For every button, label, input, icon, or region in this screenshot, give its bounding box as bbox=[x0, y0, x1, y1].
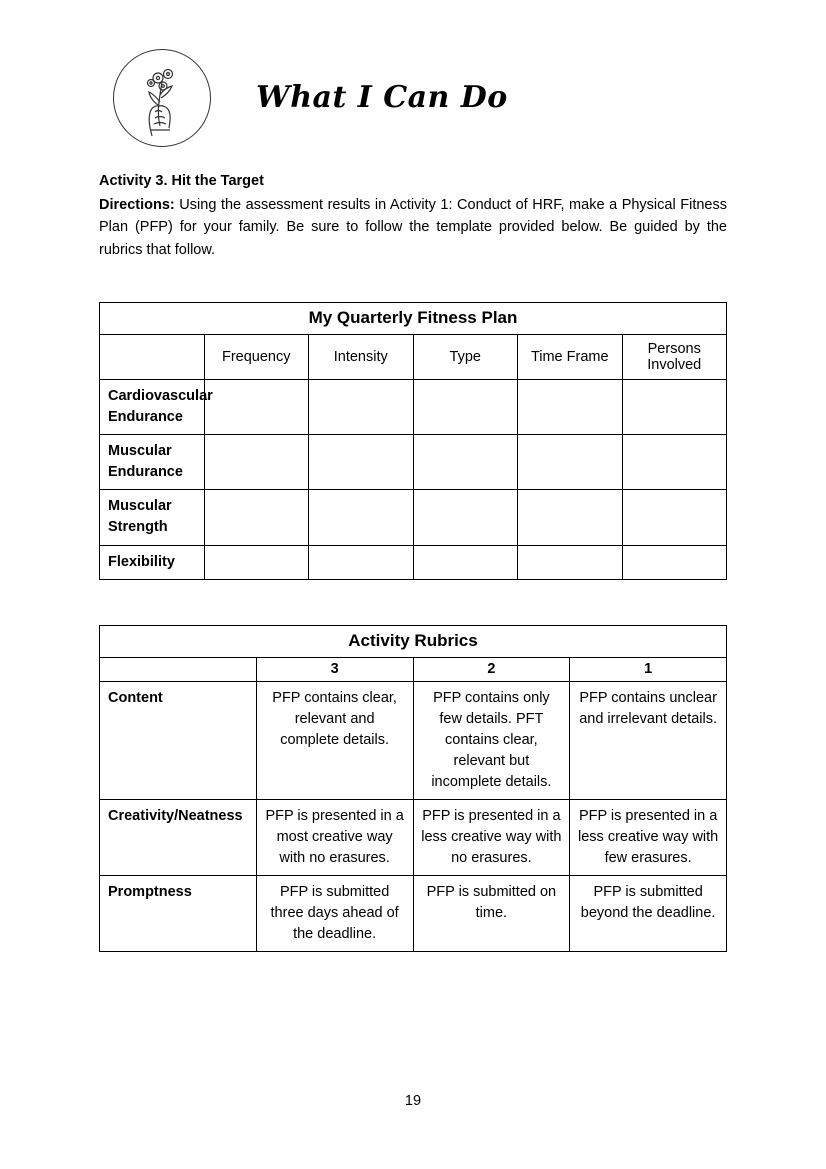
fitness-cell-cardio-time-frame[interactable] bbox=[518, 380, 623, 435]
page-number: 19 bbox=[404, 1093, 422, 1109]
rubrics-col-1: 1 bbox=[570, 657, 727, 681]
rubrics-creativity-level-1: PFP is presented in a less creative way with few erasures. bbox=[570, 799, 727, 875]
directions-text: Using the assessment results in Activity 1: Conduct of HRF, make a Physical Fitness Plan (PFP) for your family. Be sure to follow the template provided below. Be guided by the rubrics that follow. bbox=[99, 197, 727, 258]
rubrics-content-level-3: PFP contains clear, relevant and complete details. bbox=[256, 681, 413, 799]
rubrics-creativity-level-3: PFP is presented in a most creative way with no erasures. bbox=[256, 799, 413, 875]
rubrics-criterion-creativity-neatness: Creativity/Neatness bbox=[100, 799, 257, 875]
fitness-row-label-muscular-endurance: Muscular Endurance bbox=[100, 435, 205, 490]
fitness-col-type: Type bbox=[413, 335, 518, 380]
fitness-cell-musc-end-type[interactable] bbox=[413, 435, 518, 490]
fitness-cell-cardio-intensity[interactable] bbox=[309, 380, 414, 435]
fitness-cell-flex-intensity[interactable] bbox=[309, 545, 414, 579]
fitness-cell-musc-str-intensity[interactable] bbox=[309, 490, 414, 545]
fitness-cell-musc-end-persons[interactable] bbox=[622, 435, 727, 490]
activity-rubrics-table bbox=[99, 625, 727, 952]
fitness-row-label-flexibility: Flexibility bbox=[100, 545, 205, 579]
rubrics-promptness-level-1: PFP is submitted beyond the deadline. bbox=[570, 875, 727, 951]
fitness-cell-flex-frequency[interactable] bbox=[204, 545, 309, 579]
rubrics-criterion-content: Content bbox=[100, 681, 257, 799]
directions-paragraph bbox=[99, 194, 727, 261]
rubrics-col-3: 3 bbox=[256, 657, 413, 681]
directions-label: Directions: bbox=[99, 197, 175, 213]
fitness-plan-table bbox=[99, 302, 727, 579]
rubrics-content-level-1: PFP contains unclear and irrelevant details. bbox=[570, 681, 727, 799]
table-row bbox=[100, 799, 727, 875]
table-row bbox=[100, 490, 727, 545]
fitness-col-blank bbox=[100, 335, 205, 380]
fitness-col-intensity: Intensity bbox=[309, 335, 414, 380]
fitness-row-label-muscular-strength: Muscular Strength bbox=[100, 490, 205, 545]
fitness-cell-flex-time-frame[interactable] bbox=[518, 545, 623, 579]
fitness-cell-musc-end-time-frame[interactable] bbox=[518, 435, 623, 490]
fitness-cell-musc-str-type[interactable] bbox=[413, 490, 518, 545]
table-row bbox=[100, 545, 727, 579]
table-row bbox=[100, 681, 727, 799]
table-row bbox=[100, 875, 727, 951]
fitness-cell-musc-str-persons[interactable] bbox=[622, 490, 727, 545]
hand-holding-flowers-circle-icon bbox=[113, 49, 211, 147]
rubrics-promptness-level-2: PFP is submitted on time. bbox=[413, 875, 570, 951]
fitness-cell-cardio-frequency[interactable] bbox=[204, 380, 309, 435]
fitness-cell-flex-type[interactable] bbox=[413, 545, 518, 579]
rubrics-criterion-promptness: Promptness bbox=[100, 875, 257, 951]
fitness-cell-musc-end-frequency[interactable] bbox=[204, 435, 309, 490]
fitness-cell-musc-str-frequency[interactable] bbox=[204, 490, 309, 545]
rubrics-creativity-level-2: PFP is presented in a less creative way with no erasures. bbox=[413, 799, 570, 875]
table-header-row bbox=[100, 657, 727, 681]
rubrics-col-2: 2 bbox=[413, 657, 570, 681]
fitness-cell-cardio-persons[interactable] bbox=[622, 380, 727, 435]
section-header bbox=[99, 0, 727, 115]
table-row bbox=[100, 380, 727, 435]
activity-title: Activity 3. Hit the Target bbox=[99, 173, 264, 189]
table-title-row bbox=[100, 625, 727, 657]
table-row bbox=[100, 435, 727, 490]
fitness-cell-flex-persons[interactable] bbox=[622, 545, 727, 579]
fitness-col-frequency: Frequency bbox=[204, 335, 309, 380]
table-header-row bbox=[100, 335, 727, 380]
rubrics-content-level-2: PFP contains only few details. PFT contains clear, relevant but incomplete details. bbox=[413, 681, 570, 799]
fitness-col-time-frame: Time Frame bbox=[518, 335, 623, 380]
fitness-row-label-cardiovascular-endurance: Cardiovascular Endurance bbox=[100, 380, 205, 435]
fitness-cell-musc-end-intensity[interactable] bbox=[309, 435, 414, 490]
rubrics-promptness-level-3: PFP is submitted three days ahead of the deadline. bbox=[256, 875, 413, 951]
fitness-cell-musc-str-time-frame[interactable] bbox=[518, 490, 623, 545]
rubrics-title: Activity Rubrics bbox=[100, 625, 727, 657]
fitness-cell-cardio-type[interactable] bbox=[413, 380, 518, 435]
rubrics-col-blank bbox=[100, 657, 257, 681]
fitness-plan-title: My Quarterly Fitness Plan bbox=[100, 303, 727, 335]
page-title: What I Can Do bbox=[256, 80, 508, 115]
table-title-row bbox=[100, 303, 727, 335]
fitness-col-persons-involved: Persons Involved bbox=[622, 335, 727, 380]
